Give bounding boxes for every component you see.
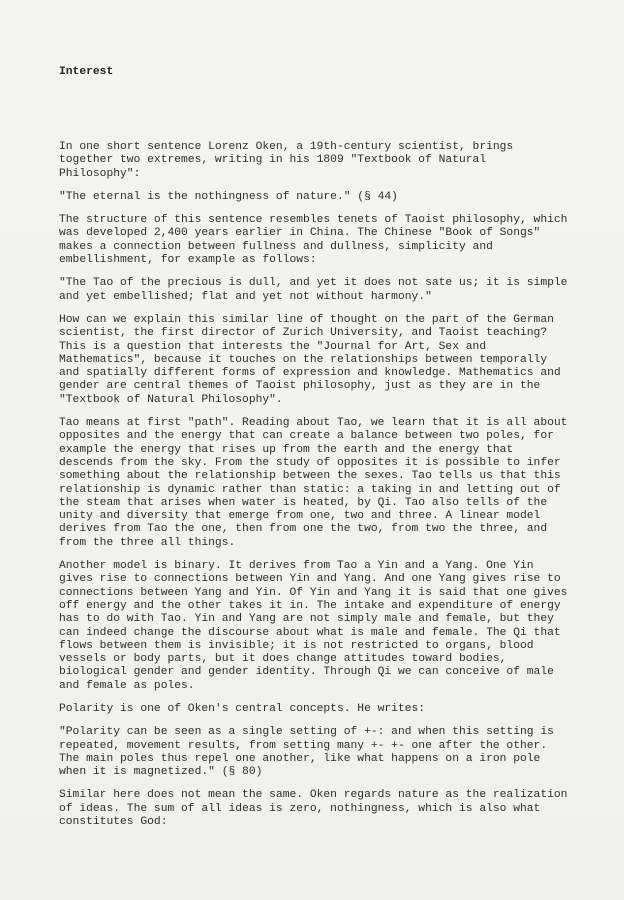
paragraph-question: How can we explain this similar line of thought on the part of the German scientist, the first director of Zurich University, and Taoist teaching? This is a question that interests the "Journal for Art, Sex and Mathematics", because it touches on the relationships between temporally and spatially different forms of expression and knowledge. Mathematics and gender are central themes of Taoist philosophy, just as they are in the "Textbook of Natural Philosophy". xyxy=(59,313,561,406)
paragraph-intro: In one short sentence Lorenz Oken, a 19th-century scientist, brings together two extremes, writing in his 1809 "Textbook of Natural Philosophy": xyxy=(59,141,514,180)
paragraph-structure: The structure of this sentence resembles tenets of Taoist philosophy, which was developed 2,400 years earlier in China. The Chinese "Book of Songs" makes a connection between fullness and dullness, simplicity and embellishment, for example as follows: xyxy=(59,214,568,267)
quote-tao-precious: "The Tao of the precious is dull, and yet it does not sate us; it is simple and yet embellished; flat and yet not without harmony." xyxy=(59,277,568,303)
quote-polarity: "Polarity can be seen as a single setting of +-: and when this setting is repeated, movement results, from setting many +- +- one after the other. The main poles thus repel one another, like what happens on a iron pole when it is magnetized." (§ 80) xyxy=(59,726,554,779)
document-heading: Interest xyxy=(59,66,114,78)
paragraph-tao-path: Tao means at first "path". Reading about Tao, we learn that it is all about opposites and the energy that can create a balance between two poles, for example the energy that rises up from the earth and the energy that descends from the sky. From the study of opposites it is possible to infer something about the relationship between the sexes. Tao tells us that this relationship is dynamic rather than static: a taking in and letting out of the steam that arises when water is heated, by Qi. Tao also tells of the unity and diversity that emerge from one, two and three. A linear model derives from Tao the one, then from one the two, from two the three, and from the three all things. xyxy=(59,417,568,549)
paragraph-similar: Similar here does not mean the same. Oken regards nature as the realization of ideas. The sum of all ideas is zero, nothingness, which is also what constitutes God: xyxy=(59,789,568,829)
paragraph-polarity: Polarity is one of Oken's central concepts. He writes: xyxy=(59,702,426,715)
quote-eternal: "The eternal is the nothingness of nature." (§ 44) xyxy=(59,190,398,203)
paragraph-binary-model: Another model is binary. It derives from Tao a Yin and a Yang. One Yin gives rise to connections between Yin and Yang. And one Yang gives rise to connections between Yang and Yin. Of Yin and Yang it is said that one gives off energy and the other takes it in. The intake and expenditure of energy has to do with Tao. Yin and Yang are not simply male and female, but they can indeed change the discourse about what is male and female. The Qi that flows between them is invisible; it is not restricted to organs, blood vessels or body parts, but it does change attitudes toward bodies, biological gender and gender identity. Through Qi we can conceive of male and female as poles. xyxy=(59,560,568,692)
document-body xyxy=(59,141,599,839)
